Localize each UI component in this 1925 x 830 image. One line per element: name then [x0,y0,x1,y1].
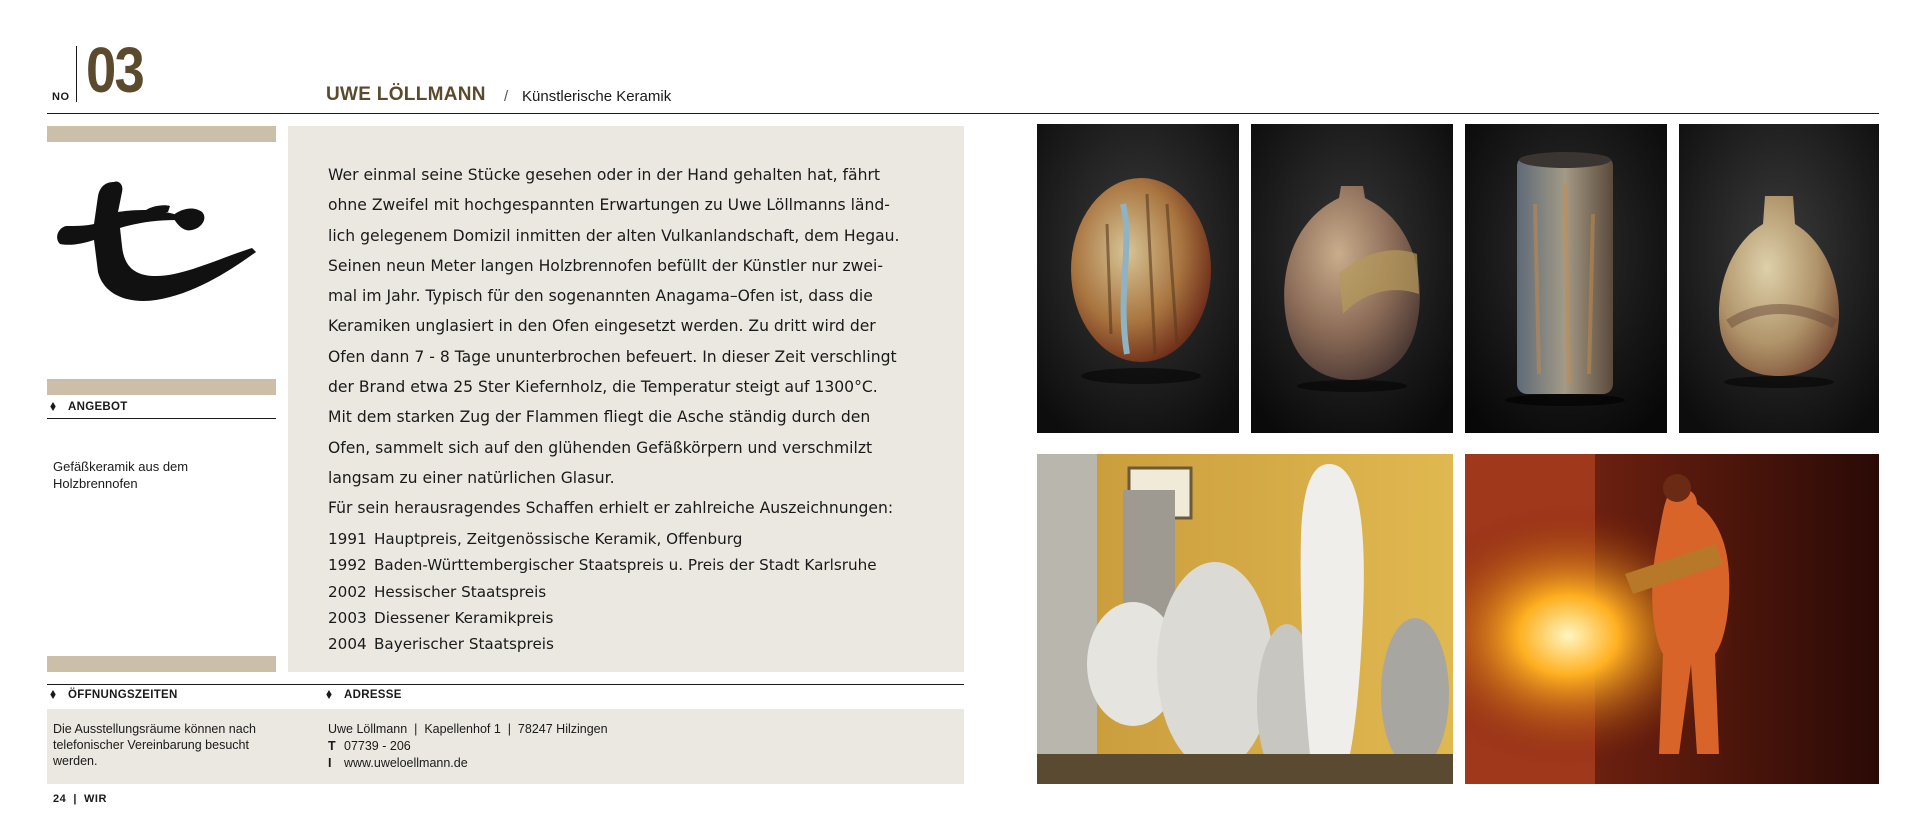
sidebar-bar-bottom [47,656,276,672]
web-key: I [328,756,332,770]
award-year: 1992 [328,556,367,575]
artist-subtitle: Künstlerische Keramik [522,88,672,105]
phone-line [328,738,411,755]
award-title: Hessischer Staatspreis [374,582,547,601]
angebot-heading [50,401,128,413]
paragraph-line: Keramiken unglasiert in den Ofen eingesetzt werden. Zu dritt wird der [328,317,876,336]
photo-studio-vessels [1037,454,1453,784]
sidebar-bar-top [47,126,276,142]
number-prefix: NO [52,91,70,103]
photo-small-bottle [1679,124,1879,433]
award-item [328,552,948,578]
award-title: Bayerischer Staatspreis [374,635,554,654]
photo-round-vessel [1037,124,1239,433]
address-line: Uwe Löllmann | Kapellenhof 1 | 78247 Hilzingen [328,722,608,736]
angebot-heading-label: ANGEBOT [68,401,128,413]
phone-key: T [328,739,336,753]
article-text-panel [288,126,964,672]
oeffnungszeiten-text: Die Ausstellungsräume können nach telefonischer Vereinbarung besucht werden. [53,722,256,768]
paragraph-line: Mit dem starken Zug der Flammen fliegt die Asche ständig durch den [328,408,871,427]
diamond-bullet-icon [50,402,56,411]
paragraph-line: der Brand etwa 25 Ster Kiefernholz, die Temperatur steigt auf 1300°C. [328,378,878,397]
photo-kiln-firing [1465,454,1879,784]
diamond-bullet-icon [50,690,56,699]
phone-number[interactable]: 07739 - 206 [344,739,411,753]
title-separator: / [504,88,509,105]
award-year: 1991 [328,530,367,548]
paragraph-line: Ofen dann 7 - 8 Tage ununterbrochen befeuert. In dieser Zeit verschlingt [328,347,897,366]
calligraphy-logo-icon [52,176,267,312]
paragraph-line: ohne Zweifel mit hochgespannten Erwartungen zu Uwe Löllmanns länd- [328,196,890,215]
photo-bottle-vase [1251,124,1453,433]
angebot-rule [47,418,276,419]
angebot-text: Gefäßkeramik aus dem Holzbrennofen [53,459,189,491]
website-link[interactable]: www.uweloellmann.de [344,756,468,770]
paragraph-line: langsam zu einer natürlichen Glasur. [328,468,615,487]
adresse-heading [326,689,402,701]
header-rule [47,113,1879,114]
artist-name: UWE LÖLLMANN [326,84,486,105]
header-divider [76,46,77,102]
diamond-bullet-icon [326,690,332,699]
oeffnungszeiten-heading [50,689,178,701]
paragraph-line: Für sein herausragendes Schaffen erhielt er zahlreiche Auszeichnungen: [328,499,894,518]
page-footer: 24 | WIR [53,793,107,805]
oeffnungszeiten-heading-label: ÖFFNUNGSZEITEN [68,689,178,701]
award-item [328,631,948,657]
info-rule [47,684,964,685]
chapter-number: 03 [86,34,144,106]
adresse-heading-label: ADRESSE [344,689,402,701]
photo-cylinder-vase [1465,124,1667,433]
award-item [328,579,948,605]
award-item [328,526,948,552]
web-line [328,755,468,772]
award-year: 2004 [328,635,367,654]
paragraph-line: Seinen neun Meter langen Holzbrennofen befüllt der Künstler nur zwei- [328,256,883,275]
sidebar-bar-middle [47,379,276,395]
paragraph-line: Wer einmal seine Stücke gesehen oder in der Hand gehalten hat, fährt [328,166,881,184]
award-title: Diessener Keramikpreis [374,608,554,627]
paragraph-line: Ofen, sammelt sich auf den glühenden Gefäßkörpern und verschmilzt [328,438,873,457]
award-year: 2002 [328,582,367,601]
award-year: 2003 [328,608,367,627]
paragraph-line: lich gelegenem Domizil inmitten der alten Vulkanlandschaft, dem Hegau. [328,226,900,245]
award-item [328,605,948,631]
awards-list [328,526,948,657]
award-title: Hauptpreis, Zeitgenössische Keramik, Offenburg [374,530,743,548]
award-title: Baden-Württembergischer Staatspreis u. Preis der Stadt Karlsruhe [374,556,877,575]
article-paragraph [328,160,948,524]
paragraph-line: mal im Jahr. Typisch für den sogenannten Anagama–Ofen ist, dass die [328,287,873,306]
